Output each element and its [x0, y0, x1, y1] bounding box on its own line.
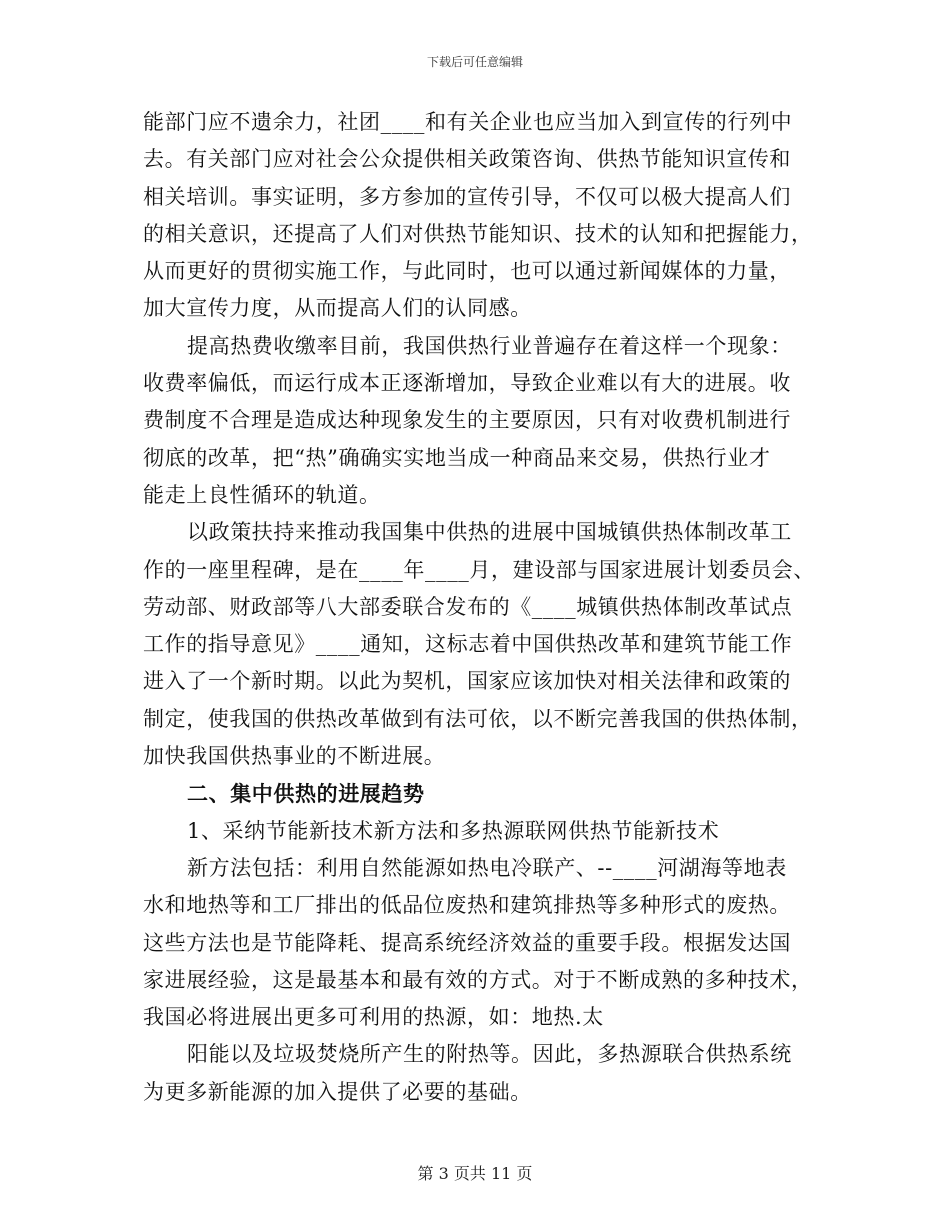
text-line: 我国必将进展出更多可利用的热源，如：地热.太 — [143, 1005, 604, 1030]
text-line: 彻底的改革，把“热”确确实实地当成一种商品来交易，供热行业才 — [143, 445, 771, 470]
text-line: 进入了一个新时期。以此为契机，国家应该加快对相关法律和政策的 — [143, 669, 791, 694]
text-line: 工作的指导意见》____通知，这标志着中国供热改革和建筑节能工作 — [143, 632, 793, 657]
section-heading: 二、集中供热的进展趋势 — [187, 781, 425, 807]
text-line: 这些方法也是节能降耗、提高系统经济效益的重要手段。根据发达国 — [143, 930, 791, 955]
subsection-heading: 1、采纳节能新技术新方法和多热源联网供热节能新技术 — [187, 818, 720, 843]
text-line: 制定，使我国的供热改革做到有法可依，以不断完善我国的供热体制， — [143, 706, 813, 731]
text-line: 收费率偏低，而运行成本正逐渐增加，导致企业难以有大的进展。收 — [143, 371, 791, 396]
text-line: 加快我国供热事业的不断进展。 — [143, 744, 446, 769]
document-body — [143, 104, 815, 1111]
text-line: 为更多新能源的加入提供了必要的基础。 — [143, 1079, 532, 1104]
text-line: 水和地热等和工厂排出的低品位废热和建筑排热等多种形式的废热。 — [143, 893, 791, 918]
paragraph-start-line: 以政策扶持来推动我国集中供热的进展中国城镇供热体制改革工 — [187, 520, 792, 545]
page-footer: 第 3 页共 11 页 — [417, 1164, 533, 1183]
text-line: 作的一座里程碑，是在____年____月，建设部与国家进展计划委员会、 — [143, 557, 815, 582]
text-line: 相关培训。事实证明，多方参加的宣传引导，不仅可以极大提高人们 — [143, 184, 791, 209]
text-line: 去。有关部门应对社会公众提供相关政策咨询、供热节能知识宣传和 — [143, 147, 791, 172]
paragraph-start-line: 新方法包括：利用自然能源如热电冷联产、--____河湖海等地表 — [187, 855, 787, 880]
text-line: 从而更好的贯彻实施工作，与此同时，也可以通过新闻媒体的力量， — [143, 259, 791, 284]
text-line: 的相关意识，还提高了人们对供热节能知识、技术的认知和把握能力， — [143, 221, 813, 246]
page-header: 下载后可任意编辑 — [426, 55, 523, 69]
text-line: 费制度不合理是造成达种现象发生的主要原因，只有对收费机制进行 — [143, 408, 791, 433]
text-line: 能走上良性循环的轨道。 — [143, 482, 381, 507]
paragraph-start-line: 阳能以及垃圾焚烧所产生的附热等。因此，多热源联合供热系统 — [187, 1042, 792, 1067]
text-line: 家进展经验，这是最基本和最有效的方式。对于不断成熟的多种技术， — [143, 967, 813, 992]
text-line: 劳动部、财政部等八大部委联合发布的《____城镇供热体制改革试点 — [143, 594, 793, 619]
text-line: 加大宣传力度，从而提高人们的认同感。 — [143, 296, 532, 321]
text-line: 能部门应不遗余力，社团____和有关企业也应当加入到宣传的行列中 — [143, 110, 793, 134]
paragraph-start-line: 提高热费收缴率目前，我国供热行业普遍存在着这样一个现象： — [187, 333, 792, 358]
